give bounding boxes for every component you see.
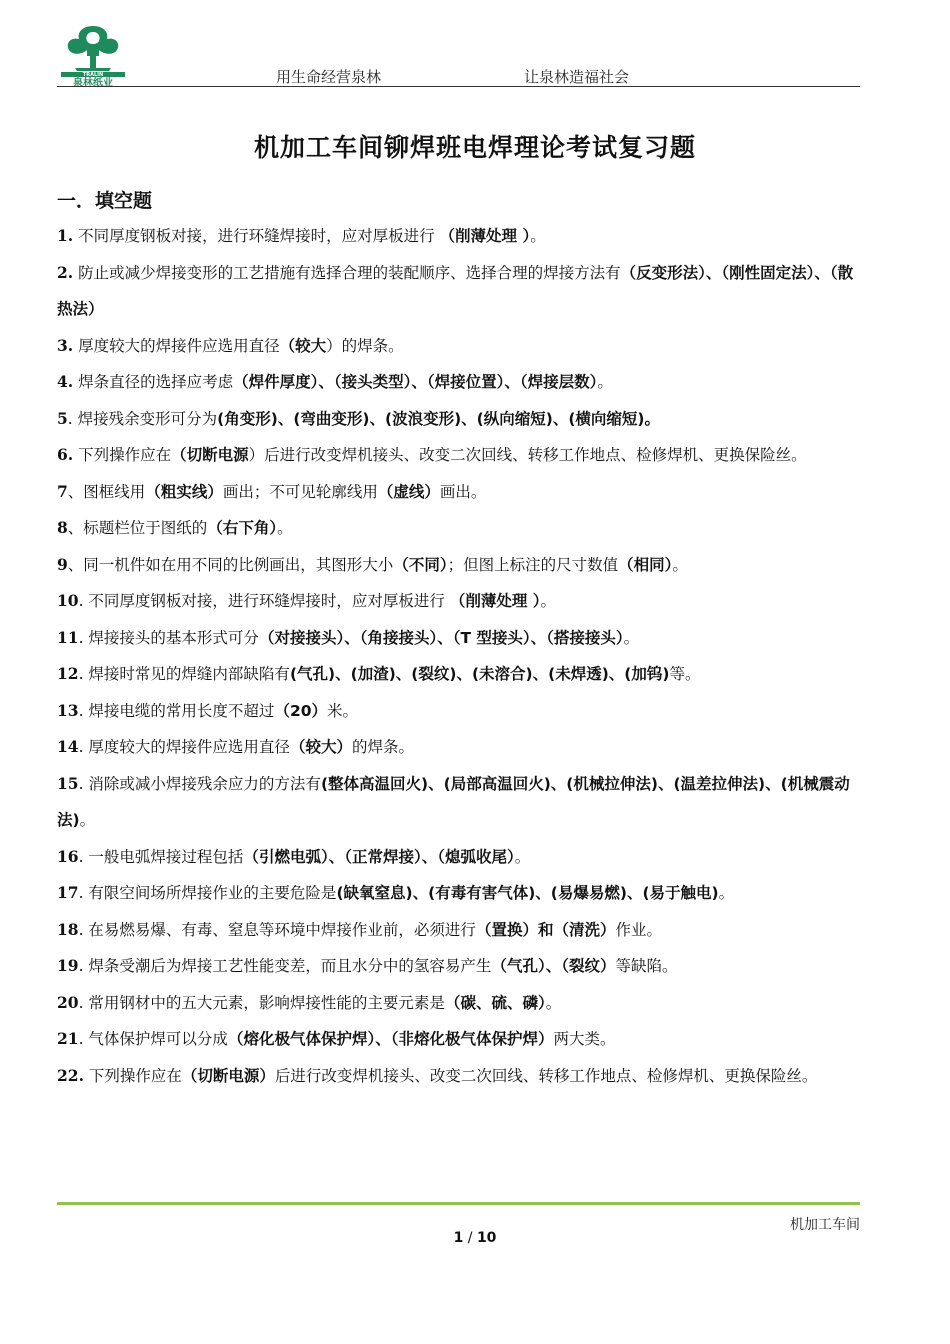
answer-text: (整体高温回火)、(局部高温回火)、(机械拉伸法)、(温差拉伸法)、(机械震动法) <box>57 774 850 829</box>
question-number: 5 <box>57 408 68 428</box>
answer-text: （切断电源 <box>171 446 249 464</box>
company-logo <box>57 22 129 88</box>
answer-text: （反变形法）、（刚性固定法）、（散热法） <box>57 263 854 318</box>
answer-text: （不同） <box>393 555 448 574</box>
question-number: 4. <box>57 372 74 391</box>
question-text: . 消除或减小焊接残余应力的方法有 <box>78 774 321 793</box>
question-number: 20 <box>57 992 79 1012</box>
question-text: . 在易燃易爆、有毒、窒息等环境中焊接作业前，必须进行 <box>78 920 476 939</box>
page-current: 1 <box>453 1230 464 1246</box>
answer-text: （引燃电弧）、（正常焊接）、（熄弧收尾） <box>243 847 515 866</box>
question-item <box>57 328 863 365</box>
question-number: 7 <box>57 481 68 501</box>
question-text: 下列操作应在 <box>73 446 172 464</box>
question-text: . 不同厚度钢板对接，进行环缝焊接时，应对厚板进行 <box>78 592 450 610</box>
answer-text: （虚线） <box>377 482 440 501</box>
question-item <box>57 255 863 328</box>
question-text: 两大类。 <box>553 1030 616 1048</box>
question-text: . 气体保护焊可以分成 <box>78 1030 228 1048</box>
question-number: 3. <box>57 335 74 355</box>
answer-text: （碳、硫、磷） <box>444 993 546 1012</box>
question-text: 。 <box>514 847 531 866</box>
question-item <box>57 1058 863 1095</box>
question-text: . 厚度较大的焊接件应选用直径 <box>78 738 290 756</box>
answer-text: （切断电源） <box>181 1066 275 1085</box>
answer-text: （粗实线） <box>145 482 223 501</box>
page-number <box>0 1230 950 1246</box>
question-number: 6. <box>57 445 74 464</box>
question-number: 17 <box>57 883 79 902</box>
question-text: 后进行改变焊机接头、改变二次回线、转移工作地点、检修焊机、更换保险丝。 <box>274 1066 818 1085</box>
svg-text:TRALIN: TRALIN <box>82 72 104 79</box>
header-slogan-right: 让泉林造福社会 <box>524 68 630 86</box>
question-text: ）的焊条。 <box>326 336 404 355</box>
question-item <box>57 839 863 876</box>
question-text: 。 <box>79 811 96 829</box>
section-heading: 一．填空题 <box>57 190 153 212</box>
answer-text: （熔化极气体保护焊）、（非熔化极气体保护焊） <box>227 1030 554 1048</box>
question-text: ；但图上标注的尺寸数值 <box>447 555 619 574</box>
question-text: . 焊接残余变形可分为 <box>67 409 218 428</box>
question-text: 。 <box>597 373 613 391</box>
answer-text: (气孔)、(加渣)、(裂纹)、(未溶合)、(未焊透)、(加钨) <box>289 665 670 683</box>
question-text: . 常用钢材中的五大元素，影响焊接性能的主要元素是 <box>78 993 445 1012</box>
question-text: ）后进行改变焊机接头、改变二次回线、转移工作地点、检修焊机、更换保险丝。 <box>248 446 807 464</box>
question-text: 下列操作应在 <box>83 1066 182 1085</box>
header-slogan-left: 用生命经营泉林 <box>276 68 382 86</box>
question-item <box>57 364 863 401</box>
answer-text: （较大 <box>279 336 327 355</box>
question-text: 。 <box>718 884 735 902</box>
question-item <box>57 583 863 620</box>
question-text: . 焊接时常见的焊缝内部缺陷有 <box>78 665 290 683</box>
question-item <box>57 510 863 547</box>
answer-text: (角变形)、(弯曲变形)、(波浪变形)、(纵向缩短)、(横向缩短)。 <box>217 409 660 428</box>
question-text: 等。 <box>669 665 701 683</box>
answer-text: （20） <box>274 701 328 720</box>
question-text: 厚度较大的焊接件应选用直径 <box>73 336 280 355</box>
answer-text: （削薄处理 ） <box>439 227 531 245</box>
question-number: 16 <box>57 846 79 866</box>
question-item <box>57 547 863 584</box>
answer-text: （右下角） <box>207 519 278 537</box>
document-title: 机加工车间铆焊班电焊理论考试复习题 <box>253 133 696 162</box>
question-number: 12 <box>57 664 79 683</box>
question-text: 作业。 <box>615 920 662 939</box>
question-item <box>57 401 863 438</box>
question-text: 。 <box>545 993 562 1012</box>
question-number: 18 <box>57 919 79 939</box>
question-number: 13 <box>57 700 79 720</box>
question-item <box>57 218 863 255</box>
question-text: 不同厚度钢板对接，进行环缝焊接时，应对厚板进行 <box>73 227 440 245</box>
answer-text: （相同） <box>618 555 673 574</box>
question-item <box>57 693 863 730</box>
question-item <box>57 912 863 949</box>
question-item <box>57 620 863 657</box>
question-item <box>57 766 863 839</box>
question-text: 米。 <box>327 701 359 720</box>
question-text: 。 <box>530 227 546 245</box>
question-text: . 有限空间场所焊接作业的主要危险是 <box>78 884 337 902</box>
question-text: . 焊条受潮后为焊接工艺性能变差，而且水分中的氢容易产生 <box>78 957 492 975</box>
page-header <box>57 22 860 88</box>
footer-divider <box>57 1202 860 1205</box>
question-number: 22. <box>57 1065 84 1085</box>
answer-text: （削薄处理 ） <box>449 592 541 610</box>
question-text: 画出；不可见轮廓线用 <box>222 482 378 501</box>
question-item <box>57 985 863 1022</box>
question-item <box>57 474 863 511</box>
question-text: . 一般电弧焊接过程包括 <box>78 847 244 866</box>
question-text: 。 <box>540 592 557 610</box>
question-text: 。 <box>277 519 293 537</box>
footer-department: 机加工车间 <box>790 1217 860 1233</box>
question-text: 、同一机件如在用不同的比例画出，其图形大小 <box>67 555 394 574</box>
answer-text: （气孔）、（裂纹） <box>491 957 616 975</box>
question-text: . 焊接接头的基本形式可分 <box>78 628 259 647</box>
question-text: 防止或减少焊接变形的工艺措施有选择合理的装配顺序、选择合理的焊接方法有 <box>73 263 621 282</box>
question-text: 的焊条。 <box>351 738 414 756</box>
question-text: 画出。 <box>439 482 487 501</box>
question-list <box>57 218 863 1094</box>
question-item <box>57 656 863 693</box>
question-text: 。 <box>672 555 688 574</box>
question-text: 焊条直径的选择应考虑 <box>73 373 234 391</box>
svg-text:泉林纸业: 泉林纸业 <box>73 78 113 88</box>
question-number: 21 <box>57 1029 79 1048</box>
question-item <box>57 1021 863 1058</box>
question-number: 11 <box>57 627 79 647</box>
question-item <box>57 729 863 766</box>
question-item <box>57 437 863 474</box>
question-text: 、标题栏位于图纸的 <box>67 519 208 537</box>
question-number: 14 <box>57 737 79 756</box>
question-number: 19 <box>57 956 79 975</box>
question-number: 2. <box>57 262 74 282</box>
question-number: 15 <box>57 773 79 793</box>
question-text: . 焊接电缆的常用长度不超过 <box>78 701 275 720</box>
answer-text: （较大） <box>289 738 352 756</box>
header-divider <box>57 86 860 87</box>
question-number: 8 <box>57 518 68 537</box>
question-text: 等缺陷。 <box>615 957 678 975</box>
answer-text: （焊件厚度）、（接头类型）、（焊接位置）、（焊接层数） <box>233 373 598 391</box>
answer-text: （置换）和（清洗） <box>475 920 616 939</box>
question-text: 。 <box>623 628 640 647</box>
answer-text: (缺氧窒息)、(有毒有害气体)、(易爆易燃)、(易于触电) <box>336 884 719 902</box>
answer-text: （对接接头）、（角接接头）、（T 型接头）、（搭接接头） <box>258 628 624 647</box>
question-text: 、图框线用 <box>67 482 146 501</box>
page-separator: / <box>463 1230 477 1246</box>
question-item <box>57 875 863 912</box>
question-number: 9 <box>57 554 68 574</box>
question-number: 1. <box>57 226 74 245</box>
question-number: 10 <box>57 591 79 610</box>
page-total: 10 <box>476 1230 497 1246</box>
question-item <box>57 948 863 985</box>
